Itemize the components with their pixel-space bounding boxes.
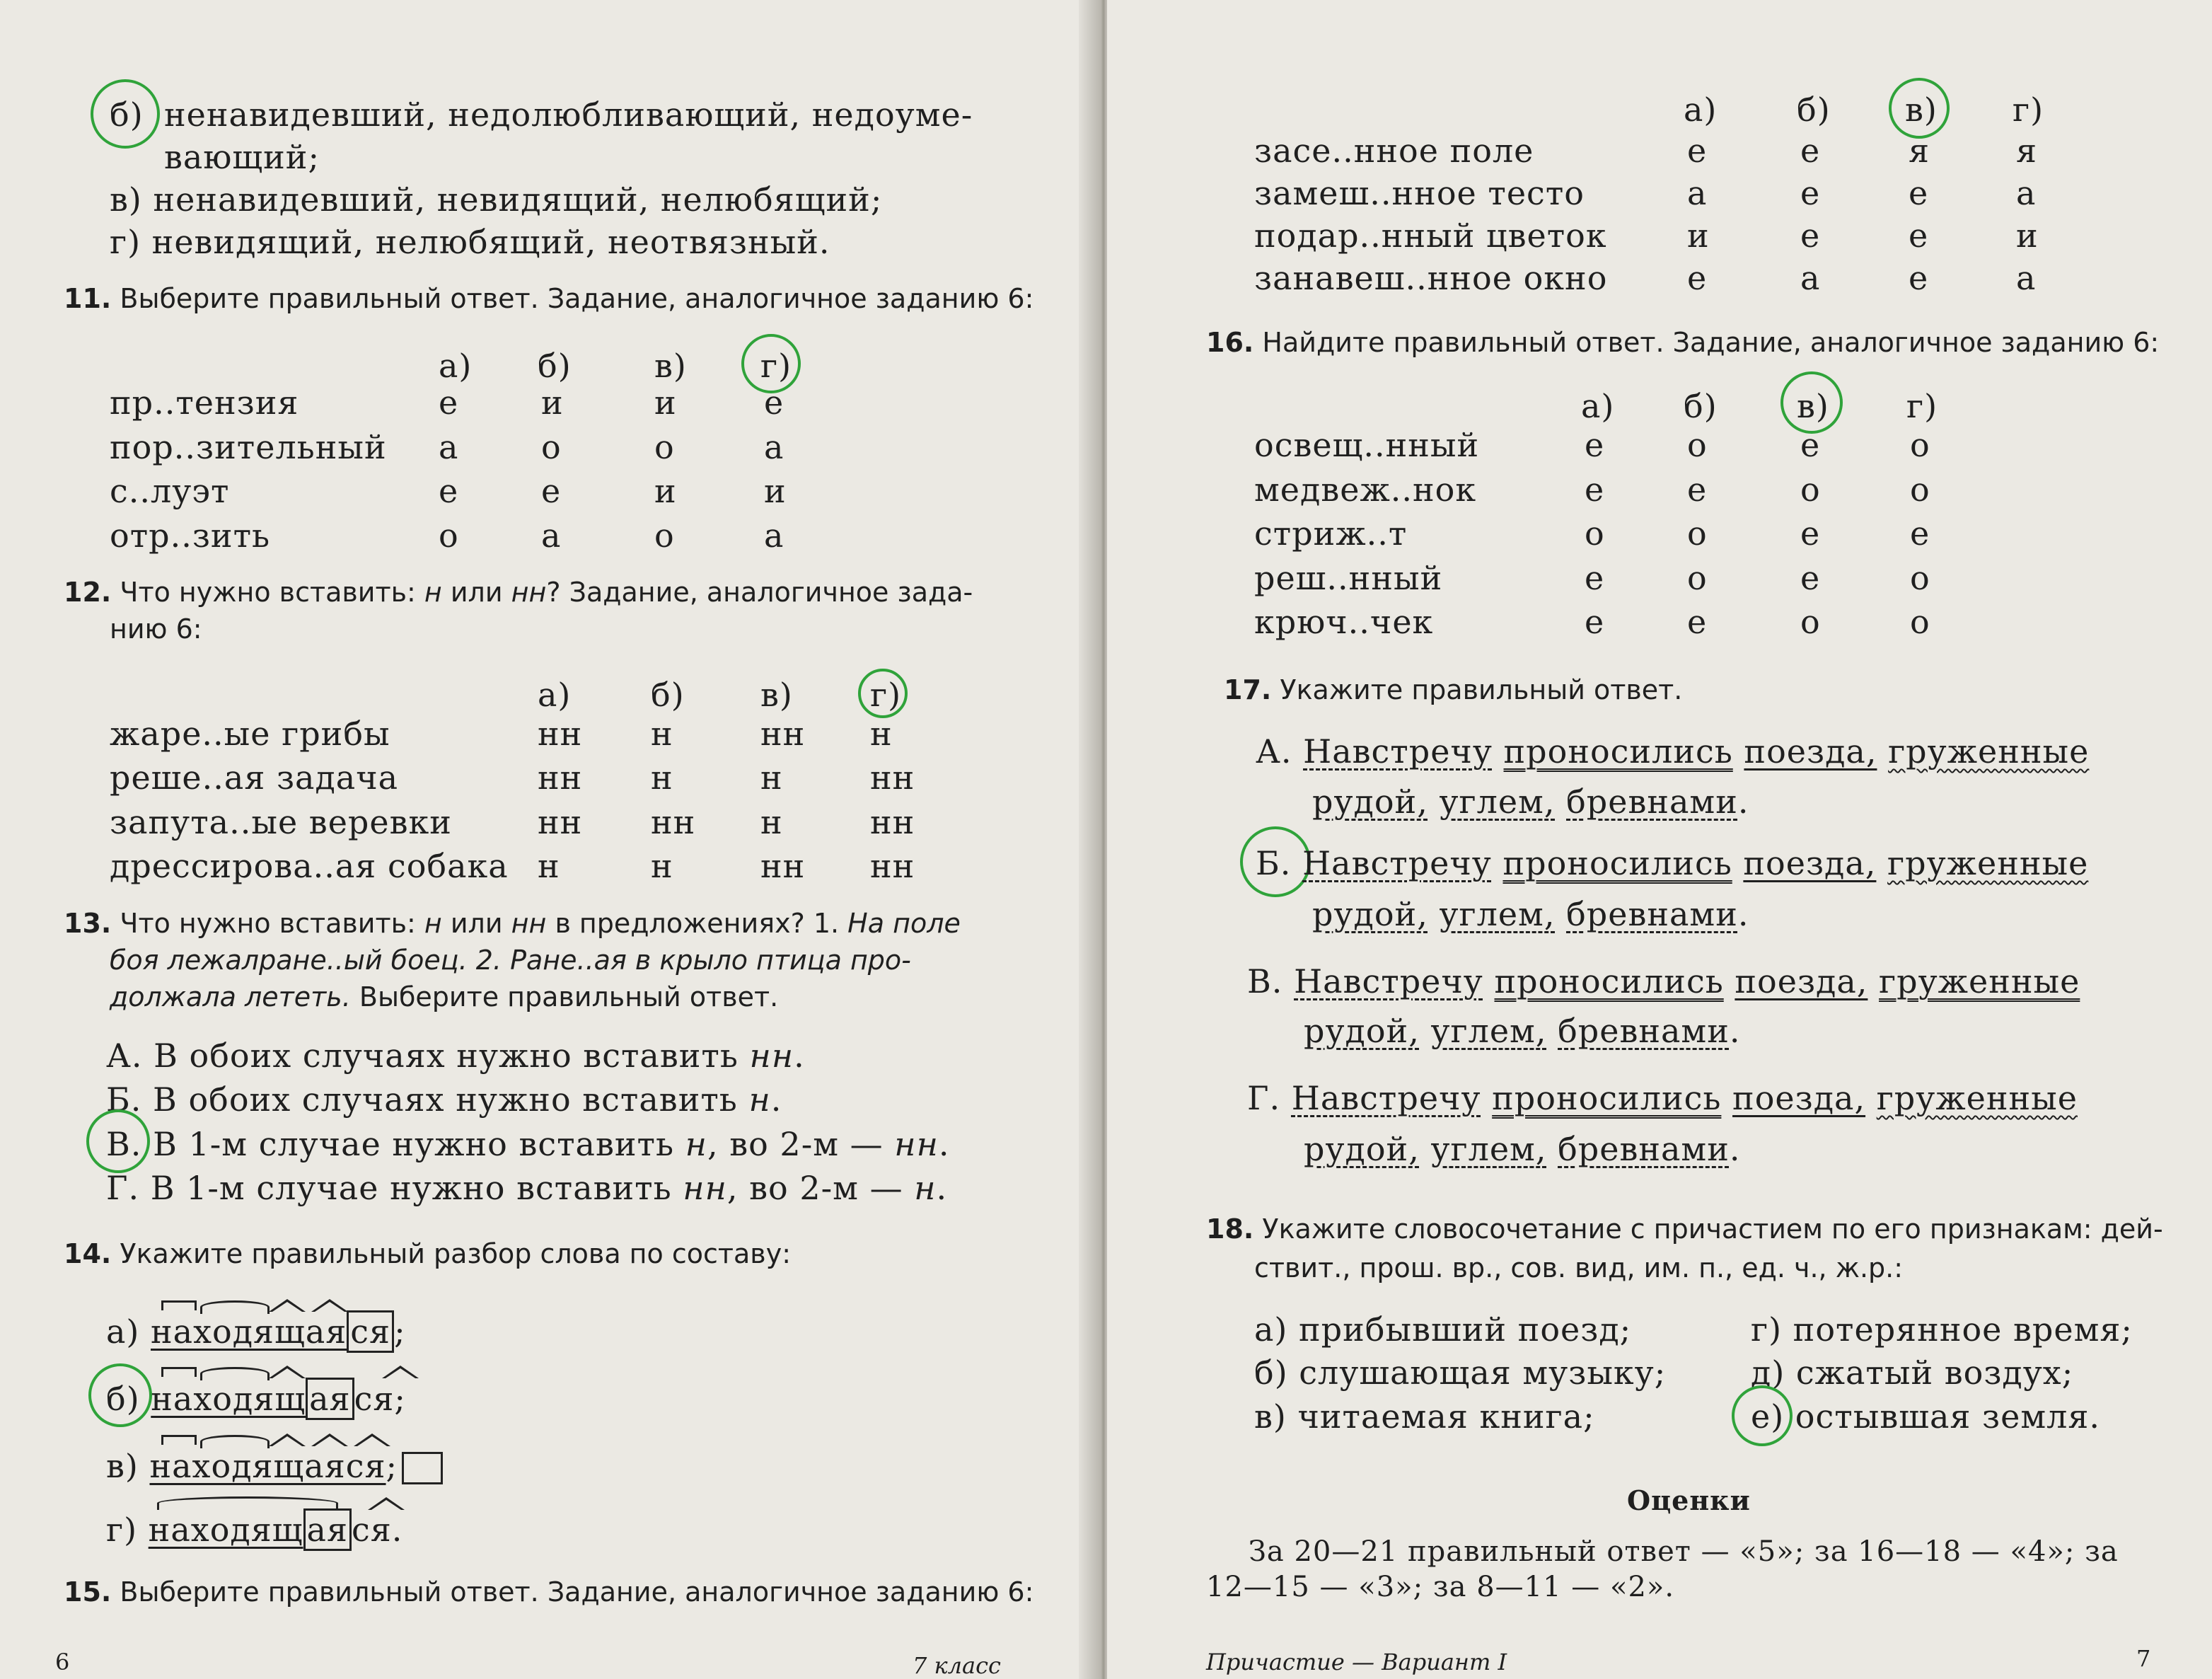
col-header: б) (538, 347, 572, 385)
cell: е (1909, 174, 1929, 212)
word: стриж..т (1254, 514, 1408, 553)
option-b-line2 (1312, 895, 1749, 933)
cell: о (1800, 603, 1821, 641)
ending-box (402, 1452, 443, 1484)
word-postfix: ся (354, 1380, 395, 1418)
cell: нн (760, 847, 806, 885)
cell: о (1910, 426, 1930, 464)
punctuation: ; (394, 1380, 406, 1418)
answer-circle (1780, 371, 1843, 434)
object: бревнами (1566, 895, 1738, 933)
question-prompt (110, 981, 778, 1012)
question-12 (64, 577, 973, 608)
option-label: б) (110, 96, 144, 134)
punctuation: ; (394, 1312, 406, 1351)
cell: н (651, 715, 673, 753)
col-header: а) (439, 347, 473, 385)
word: занавеш..нное окно (1254, 259, 1608, 297)
cell: нн (760, 715, 806, 753)
option-text: В 1-м случае нужно вставить (153, 1125, 675, 1163)
cell: е (1800, 426, 1821, 464)
cell: е (1687, 259, 1708, 297)
col-header: в) (1905, 91, 1938, 129)
cell: е (1687, 471, 1708, 509)
cell: е (1585, 426, 1605, 464)
word-postfix: ся (351, 1511, 392, 1549)
object: рудой, (1312, 783, 1428, 821)
question-prompt: Выберите правильный ответ. Задание, аналогичное заданию 6: (120, 283, 1034, 314)
cell: и (654, 472, 677, 510)
attribute: груженные (1879, 962, 2080, 1000)
prefix-mark (161, 1300, 197, 1312)
word-ending: ая (303, 1508, 352, 1551)
word-ending: ся (347, 1310, 394, 1353)
object: углем, (1430, 1130, 1547, 1168)
cell: а (764, 517, 784, 555)
question-number: 13. (64, 908, 112, 939)
question-prompt: нн (511, 908, 547, 939)
option-text: остывшая земля. (1795, 1397, 2100, 1436)
predicate: проносились (1503, 732, 1733, 771)
option-text: нн (683, 1169, 727, 1207)
option-v-line1 (1247, 962, 2080, 1000)
attribute: груженные (1887, 844, 2089, 882)
grades-title: Оценки (1627, 1484, 1751, 1516)
object: углем, (1430, 1012, 1547, 1050)
cell: и (764, 472, 787, 510)
word-stem: находящаяся (149, 1447, 386, 1485)
cell: е (1687, 603, 1708, 641)
option-b (106, 1080, 782, 1119)
cell: а (1800, 259, 1821, 297)
question-18 (1206, 1213, 2163, 1245)
cell: нн (870, 758, 915, 797)
option-a (106, 1037, 805, 1075)
question-prompt: ствит., прош. вр., сов. вид, им. п., ед. ч., ж.р.: (1254, 1252, 1904, 1283)
cell: н (538, 847, 560, 885)
morpheme-option-v (106, 1447, 398, 1485)
question-prompt: Что нужно вставить: (120, 908, 416, 939)
adverbial: Навстречу (1291, 1079, 1481, 1117)
option-label: А. (1256, 732, 1292, 771)
col-header: а) (538, 676, 572, 714)
running-footer: 7 класс (913, 1652, 1001, 1679)
suffix-mark (354, 1433, 390, 1446)
right-page (1107, 0, 2212, 1679)
word-stem: находящая (151, 1312, 347, 1351)
cell: о (1800, 471, 1821, 509)
cell: нн (538, 803, 583, 841)
cell: н (760, 758, 783, 797)
question-prompt: ? Задание, аналогичное зада- (546, 577, 973, 608)
question-prompt: Выберите правильный ответ. (359, 981, 779, 1012)
option-g-line1 (1247, 1079, 2078, 1117)
subject: поезда, (1743, 844, 1877, 882)
option-g (106, 1169, 947, 1207)
word: замеш..нное тесто (1254, 174, 1585, 212)
cell: е (1800, 559, 1821, 597)
morpheme-option-g (106, 1511, 403, 1549)
col-header: г) (760, 347, 792, 385)
word: освещ..нный (1254, 426, 1480, 464)
word: отр..зить (110, 517, 271, 555)
option-label: Г. (1247, 1079, 1281, 1117)
question-prompt: На поле (847, 908, 961, 939)
morpheme-option-b (106, 1380, 406, 1418)
cell: а (2016, 174, 2037, 212)
punctuation: . (1737, 895, 1749, 933)
cell: е (1909, 259, 1929, 297)
cell: нн (870, 847, 915, 885)
word: дрессирова..ая собака (110, 847, 509, 885)
root-mark (200, 1435, 270, 1448)
question-prompt: н (424, 908, 442, 939)
question-prompt: или (450, 577, 503, 608)
object: рудой, (1304, 1130, 1420, 1168)
cell: н (651, 758, 673, 797)
cell: нн (651, 803, 696, 841)
option-text: , во 2-м — (726, 1169, 903, 1207)
cell: нн (538, 715, 583, 753)
question-17 (1224, 674, 1682, 705)
cell: е (1910, 514, 1930, 553)
cell: о (1687, 426, 1708, 464)
cell: о (1687, 559, 1708, 597)
cell: о (654, 517, 675, 555)
cell: о (1585, 514, 1605, 553)
cell: е (1687, 132, 1708, 170)
question-prompt: или (450, 908, 503, 939)
question-number: 17. (1224, 674, 1272, 705)
option-a-line1 (1256, 732, 2089, 771)
suffix-mark (269, 1433, 306, 1446)
option-text: нн (894, 1125, 939, 1163)
option-d: д) сжатый воздух; (1751, 1354, 2074, 1392)
option-label: е) (1751, 1397, 1785, 1436)
option-text: нн (749, 1037, 794, 1075)
option-text: Б. В обоих случаях нужно вставить (106, 1080, 738, 1119)
cell: и (654, 383, 677, 422)
cell: о (654, 428, 675, 466)
cell: е (439, 472, 459, 510)
option-label: В. (1247, 962, 1283, 1000)
col-header: а) (1581, 387, 1615, 425)
cell: о (1910, 559, 1930, 597)
col-header: б) (1684, 387, 1718, 425)
page-number: 6 (55, 1649, 70, 1675)
col-header: б) (651, 676, 685, 714)
cell: е (1800, 174, 1821, 212)
object: бревнами (1558, 1012, 1730, 1050)
adverbial: Навстречу (1302, 844, 1492, 882)
answer-circle (1889, 78, 1950, 139)
grades-line: За 20—21 правильный ответ — «5»; за 16—18 — «4»; за (1249, 1535, 2119, 1568)
question-prompt: в предложениях? 1. (555, 908, 840, 939)
cell: е (1800, 132, 1821, 170)
option-text: . (794, 1037, 805, 1075)
question-prompt: Укажите словосочетание с причастием по его признакам: дей- (1262, 1213, 2163, 1245)
object: бревнами (1558, 1130, 1730, 1168)
suffix-mark (311, 1433, 348, 1446)
question-prompt: боя лежалране..ый боец. 2. Ране..ая в крыло птица про- (110, 945, 911, 976)
suffix-mark (382, 1366, 419, 1378)
option-text: . (936, 1169, 948, 1207)
page-number: 7 (2136, 1645, 2151, 1672)
cell: е (764, 383, 784, 422)
col-header: б) (1797, 91, 1831, 129)
word-stem: находящ (148, 1511, 303, 1549)
option-label: а) (106, 1312, 140, 1351)
word: жаре..ые грибы (110, 715, 390, 753)
option-e (1751, 1397, 2100, 1436)
punctuation: . (391, 1511, 403, 1549)
cell: я (1909, 132, 1930, 170)
question-number: 15. (64, 1576, 112, 1608)
option-text: г) невидящий, нелюбящий, неотвязный. (110, 223, 830, 261)
cell: о (439, 517, 459, 555)
word: запута..ые веревки (110, 803, 452, 841)
col-header: г) (1906, 387, 1938, 425)
punctuation: . (1729, 1012, 1741, 1050)
option-text: н (748, 1080, 771, 1119)
word-ending: ая (306, 1378, 354, 1420)
cell: а (1687, 174, 1708, 212)
question-16 (1206, 327, 2159, 358)
option-a-line2 (1312, 783, 1749, 821)
cell: а (2016, 259, 2037, 297)
word: засе..нное поле (1254, 132, 1534, 170)
punctuation: ; (386, 1447, 398, 1485)
punctuation: . (1737, 783, 1749, 821)
cell: и (541, 383, 564, 422)
word: подар..нный цветок (1254, 217, 1607, 255)
option-g: г) потерянное время; (1751, 1310, 2133, 1349)
punctuation: . (1729, 1130, 1741, 1168)
cell: е (541, 472, 562, 510)
subject: поезда, (1735, 962, 1868, 1000)
option-text: , во 2-м — (707, 1125, 884, 1163)
cell: нн (870, 803, 915, 841)
question-prompt: Найдите правильный ответ. Задание, аналогичное заданию 6: (1262, 327, 2160, 358)
word-stem: находящ (151, 1380, 306, 1418)
question-number: 16. (1206, 327, 1254, 358)
option-b-line1 (1256, 844, 2088, 882)
predicate: проносились (1494, 962, 1724, 1000)
option-text: в) ненавидевший, невидящий, нелюбящий; (110, 180, 883, 219)
cell: н (651, 847, 673, 885)
cell: и (1687, 217, 1710, 255)
col-header: в) (654, 347, 687, 385)
option-label: в) (106, 1447, 139, 1485)
answer-circle (858, 669, 908, 718)
grades-line: 12—15 — «3»; за 8—11 — «2». (1206, 1571, 1675, 1603)
cell: я (2016, 132, 2038, 170)
suffix-mark (269, 1299, 306, 1312)
suffix-mark (269, 1366, 306, 1378)
cell: е (1585, 603, 1605, 641)
suffix-mark (368, 1497, 405, 1510)
word: с..луэт (110, 472, 230, 510)
question-prompt: Выберите правильный ответ. Задание, аналогичное заданию 6: (120, 1576, 1034, 1608)
question-prompt: нию 6: (110, 613, 202, 645)
option-label: Б. (1256, 844, 1292, 882)
prefix-mark (161, 1435, 197, 1447)
option-label: б) (106, 1380, 140, 1418)
option-text: Г. В 1-м случае нужно вставить (106, 1169, 672, 1207)
question-prompt: должала лететь. (110, 981, 351, 1012)
word: реш..нный (1254, 559, 1443, 597)
option-text: н (685, 1125, 707, 1163)
cell: о (1910, 471, 1930, 509)
question-15 (64, 1576, 1033, 1608)
object: бревнами (1566, 783, 1738, 821)
object: рудой, (1304, 1012, 1420, 1050)
word: медвеж..нок (1254, 471, 1477, 509)
cell: е (1800, 514, 1821, 553)
prefix-mark (161, 1367, 197, 1379)
option-text: ненавидевший, недолюбливающий, недоуме- (164, 96, 973, 134)
col-header: г) (2013, 91, 2044, 129)
option-text: . (938, 1125, 950, 1163)
word: пр..тензия (110, 383, 299, 422)
word: реше..ая задача (110, 758, 399, 797)
col-header: в) (1797, 387, 1829, 425)
adverbial: Навстречу (1294, 962, 1483, 1000)
cell: нн (538, 758, 583, 797)
cell: о (1687, 514, 1708, 553)
option-label: г) (106, 1511, 138, 1549)
question-14 (64, 1238, 791, 1269)
question-number: 12. (64, 577, 112, 608)
root-mark (200, 1367, 270, 1380)
cell: а (764, 428, 784, 466)
word: крюч..чек (1254, 603, 1434, 641)
attribute: груженные (1888, 732, 2090, 771)
option-v (106, 1125, 950, 1163)
cell: и (2016, 217, 2039, 255)
col-header: г) (870, 676, 902, 714)
question-number: 18. (1206, 1213, 1254, 1245)
col-header: в) (760, 676, 793, 714)
question-prompt: н (424, 577, 442, 608)
cell: е (439, 383, 459, 422)
cell: о (1910, 603, 1930, 641)
object: углем, (1439, 783, 1556, 821)
option-g-line2 (1304, 1130, 1741, 1168)
predicate: проносились (1492, 1079, 1722, 1117)
option-label: В. (106, 1125, 142, 1163)
subject: поезда, (1732, 1079, 1866, 1117)
option-text: вающий; (164, 138, 320, 176)
subject: поезда, (1744, 732, 1877, 771)
predicate: проносились (1502, 844, 1732, 882)
question-13 (64, 908, 961, 939)
cell: е (1585, 559, 1605, 597)
question-number: 11. (64, 283, 112, 314)
question-prompt: Что нужно вставить: (120, 577, 416, 608)
cell: е (1800, 217, 1821, 255)
question-prompt: Укажите правильный ответ. (1280, 674, 1683, 705)
left-page (0, 0, 1096, 1679)
attribute: груженные (1876, 1079, 2078, 1117)
option-text: . (770, 1080, 782, 1119)
cell: н (760, 803, 783, 841)
suffix-mark (311, 1299, 348, 1312)
cell: о (541, 428, 562, 466)
option-b: б) слушающая музыку; (1254, 1354, 1667, 1392)
option-text: н (914, 1169, 937, 1207)
option-text: А. В обоих случаях нужно вставить (106, 1037, 739, 1075)
option-a: а) прибывший поезд; (1254, 1310, 1632, 1349)
cell: н (870, 715, 893, 753)
question-11 (64, 283, 1033, 314)
adverbial: Навстречу (1303, 732, 1493, 771)
object: углем, (1439, 895, 1556, 933)
cell: а (439, 428, 459, 466)
running-footer: Причастие — Вариант I (1206, 1649, 1507, 1675)
root-mark (200, 1300, 270, 1314)
question-number: 14. (64, 1238, 112, 1269)
morpheme-option-a (106, 1312, 406, 1351)
cell: е (1585, 471, 1605, 509)
object: рудой, (1312, 895, 1428, 933)
question-prompt: нн (511, 577, 547, 608)
col-header: а) (1684, 91, 1718, 129)
question-prompt: Укажите правильный разбор слова по составу: (120, 1238, 791, 1269)
option-v-line2 (1304, 1012, 1741, 1050)
option-v: в) читаемая книга; (1254, 1397, 1595, 1436)
word: пор..зительный (110, 428, 387, 466)
root-mark (157, 1496, 338, 1510)
cell: а (541, 517, 562, 555)
cell: е (1909, 217, 1929, 255)
